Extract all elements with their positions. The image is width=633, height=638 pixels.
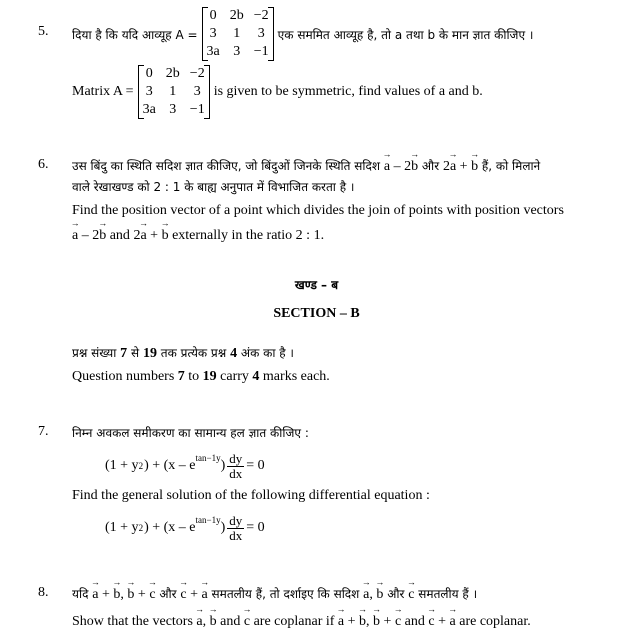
matrix-cell: 3 (193, 84, 201, 99)
matrix-cell: −1 (189, 102, 205, 117)
matrix-cell: 3a (206, 44, 220, 59)
derivative-fraction (227, 452, 244, 481)
q7-equation-2 (105, 512, 265, 544)
question-number-5: 5. (38, 24, 49, 39)
equation-part: (1 + y (105, 458, 139, 473)
matrix-cell: 2b (229, 8, 244, 23)
equation-part: (1 + y (105, 520, 139, 535)
question-number-8: 8. (38, 585, 49, 600)
q8-hindi-line (72, 585, 477, 603)
marks-number: 19 (142, 346, 157, 361)
fraction-numerator: dy (229, 450, 243, 466)
q6-english-line-2 (72, 228, 324, 244)
marks-text: to (188, 369, 200, 384)
matrix-cell: 3 (145, 84, 153, 99)
marks-text: carry (220, 369, 249, 384)
matrix-cell: 3 (169, 102, 177, 117)
vector-expression: c → (408, 587, 414, 602)
marks-number: 4 (230, 346, 238, 361)
q7-english-line: Find the general solution of the following differential equation : (72, 488, 430, 503)
q8-english-text: and (220, 614, 241, 629)
matrix-cell: 3a (142, 102, 156, 117)
matrix-cell: −1 (253, 44, 269, 59)
equation-part: ) + (x – e (144, 458, 196, 473)
q6-english-line-1: Find the position vector of a point which divides the join of points with position vectors (72, 203, 564, 218)
section-heading-hindi: खण्ड – ब (294, 278, 339, 292)
q5-hindi-prefix: दिया है कि यदि आव्यूह A = (72, 27, 198, 42)
q6-hindi-line-1 (72, 157, 540, 175)
equation-exponent: 2 (138, 523, 144, 533)
vector-expression: a → – 2b → (72, 228, 106, 243)
marks-text: marks each. (262, 369, 330, 384)
q5-english-line (72, 64, 483, 120)
vector-expression: a →, b → (196, 614, 216, 629)
vector-expression: a → + b →, b → + c → (92, 587, 155, 602)
matrix-cell: 0 (145, 66, 153, 81)
q8-hindi-text: समतलीय हैं । (418, 587, 478, 601)
q7-hindi-line: निम्न अवकल समीकरण का सामान्य हल ज्ञात कीजिए : (72, 426, 309, 440)
fraction-numerator: dy (229, 512, 243, 528)
q6-hindi-line-2: वाले रेखाखण्ड को 2 : 1 के बाह्य अनुपात में विभाजित करता है । (72, 180, 355, 194)
matrix-cell: −2 (189, 66, 205, 81)
matrix-cell: 3 (257, 26, 265, 41)
question-number-7: 7. (38, 424, 49, 439)
q5-hindi-line (72, 6, 533, 62)
q5-english-prefix: Matrix A = (72, 84, 134, 99)
matrix-a-english (138, 65, 210, 119)
vector-expression: c → + a → (428, 614, 455, 629)
marks-number: 7 (120, 346, 128, 361)
vector-expression: 2a → + b → (133, 228, 168, 243)
q6-english-and: and (109, 228, 130, 243)
marks-text: तक प्रत्येक प्रश्न (160, 346, 227, 360)
marks-info-hindi (72, 344, 294, 362)
q6-hindi-text: उस बिंदु का स्थिति सदिश ज्ञात कीजिए, जो बिंदुओं जिनके स्थिति सदिश (72, 159, 381, 173)
equation-part: ) + (x – e (144, 520, 196, 535)
matrix-cell: 3 (233, 44, 241, 59)
vector-expression: a → – 2b → (384, 159, 418, 174)
fraction-denominator: dx (229, 527, 243, 543)
equation-exponent: tan−1y (195, 453, 221, 463)
q8-hindi-text: यदि (72, 587, 89, 601)
q7-equation-1 (105, 450, 265, 482)
derivative-fraction (227, 514, 244, 543)
equation-part: ) (220, 520, 226, 535)
q6-hindi-text: हैं, को मिलाने (481, 159, 541, 173)
q6-english-tail: externally in the ratio 2 : 1. (172, 228, 325, 243)
q8-hindi-text: और (387, 587, 405, 601)
matrix-cell: 3 (209, 26, 217, 41)
equation-part: ) (220, 458, 226, 473)
matrix-cell: 1 (233, 26, 241, 41)
q8-english-text: and (404, 614, 425, 629)
marks-text: Question numbers (72, 369, 175, 384)
vector-expression: 2a → + b → (443, 159, 478, 174)
q8-hindi-text: समतलीय हैं, तो दर्शाइए कि सदिश (211, 587, 360, 601)
q5-english-suffix: is given to be symmetric, find values of a and b. (213, 84, 483, 99)
matrix-a-hindi (202, 7, 274, 61)
q8-english-text: Show that the vectors (72, 614, 193, 629)
equation-exponent: tan−1y (195, 515, 221, 525)
matrix-cell: −2 (253, 8, 269, 23)
vector-expression: c → + a → (180, 587, 207, 602)
equation-part: = 0 (246, 458, 265, 473)
marks-number: 4 (252, 369, 260, 384)
q8-english-text: are coplanar. (459, 614, 531, 629)
fraction-denominator: dx (229, 465, 243, 481)
equation-exponent: 2 (138, 461, 144, 471)
marks-text: से (130, 346, 140, 360)
matrix-cell: 2b (165, 66, 180, 81)
marks-text: प्रश्न संख्या (72, 346, 117, 360)
question-number-6: 6. (38, 157, 49, 172)
q8-english-line (72, 614, 531, 630)
matrix-cell: 1 (169, 84, 177, 99)
marks-number: 19 (202, 369, 217, 384)
q6-hindi-and: और (421, 159, 440, 173)
vector-expression: a → + b →, b → + c → (338, 614, 401, 629)
equation-part: = 0 (246, 520, 265, 535)
q5-hindi-suffix: एक सममित आव्यूह है, तो a तथा b के मान ज्ञात कीजिए । (277, 27, 534, 42)
q8-english-text: are coplanar if (253, 614, 335, 629)
matrix-cell: 0 (209, 8, 217, 23)
marks-text: अंक का है । (240, 346, 294, 360)
section-heading-english: SECTION – B (273, 306, 360, 321)
vector-expression: a →, b → (363, 587, 383, 602)
marks-info-english (72, 369, 330, 385)
vector-expression: c → (244, 614, 250, 629)
marks-number: 7 (177, 369, 185, 384)
q8-hindi-text: और (159, 587, 177, 601)
